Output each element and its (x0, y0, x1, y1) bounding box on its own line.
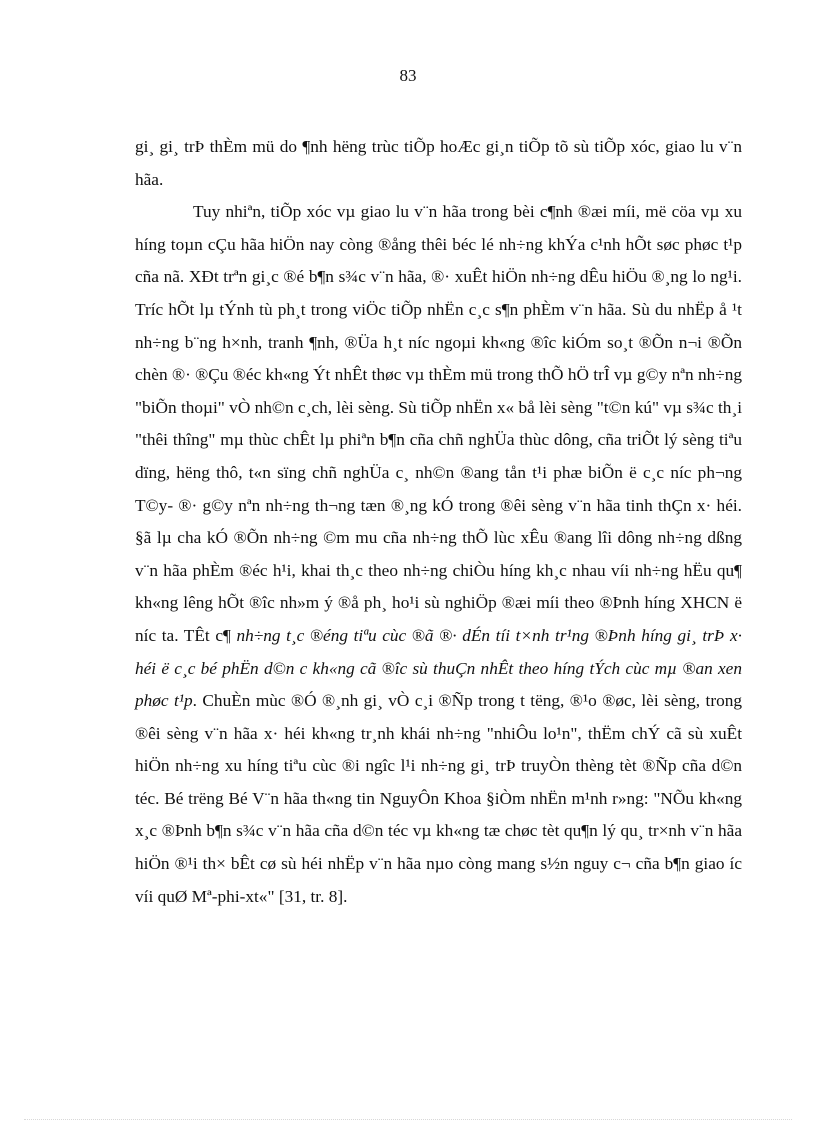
page-bottom-divider (24, 1119, 792, 1120)
body-text (135, 131, 742, 913)
paragraph-text: gi¸ gi¸ trÞ thÈm mü do ¶nh hëng trùc tiÕp hoÆc gi¸n tiÕp tõ sù tiÕp xóc, giao lu v¨n hãa. (135, 137, 742, 189)
paragraph (135, 196, 742, 913)
paragraph-text: . ChuÈn mùc ®Ó ®¸nh gi¸ vÒ c¸i ®Ñp trong t tëng, ®¹o ®øc, lèi sèng, trong ®êi sèng v¨n hãa x· héi kh«ng tr¸nh khái nh÷ng "nhiÔu lo¹n", thËm chÝ cã sù xuÊt hiÖn nh÷ng xu híng tiªu cùc ®i ngîc l¹i nh÷ng gi¸ trÞ truyÒn thèng tèt ®Ñp cña d©n téc. Bé trëng Bé V¨n hãa th«ng tin NguyÔn Khoa §iÒm nhËn m¹nh r»ng: "NÕu kh«ng x¸c ®Þnh b¶n s¾c v¨n hãa cña d©n téc vµ kh«ng tæ chøc tèt qu¶n lý qu¸ tr×nh v¨n hãa hiÖn ®¹i th× bÊt cø sù héi nhËp v¨n hãa nµo còng mang s½n nguy c¬ cña b¶n giao íc víi quØ Mª-phi-xt«" [31, tr. 8]. (135, 691, 742, 906)
page-number: 83 (399, 66, 417, 85)
italic-emphasis-text: nh÷ng t¸c ®éng tiªu cùc ®ã ®· dÉn tíi t×nh tr¹ng ®Þnh híng gi¸ trÞ x· héi ë c¸c bé phËn d©n c kh«ng cã ®îc sù thuÇn nhÊt theo híng tÝch cùc mµ ®an xen phøc t¹p (135, 625, 742, 711)
paragraph-text: Tuy nhiªn, tiÕp xóc vµ giao lu v¨n hãa trong bèi c¶nh ®æi míi, më cöa vµ xu híng toµn cÇu hãa hiÖn nay còng ®ång thêi béc lé nh÷ng khÝa c¹nh hÕt søc phøc t¹p cña nã. XÐt trªn gi¸c ®é b¶n s¾c v¨n hãa, ®· xuÊt hiÖn nh÷ng dÊu hiÖu ®¸ng lo ng¹i. Tríc hÕt lµ tÝnh tù ph¸t trong viÖc tiÕp nhËn c¸c s¶n phÈm v¨n hãa. Sù du nhËp å ¹t nh÷ng b¨ng h×nh, tranh ¶nh, ®Üa h¸t níc ngoµi kh«ng ®îc kiÓm so¸t ®Õn n¬i ®Õn chèn ®· ®Çu ®éc kh«ng Ýt nhÊt thøc vµ thÈm mü trong thÕ hÖ trÎ vµ g©y nªn nh÷ng "biÕn thoµi" vÒ nh©n c¸ch, lèi sèng. Sù tiÕp nhËn x« bå lèi sèng "t©n kú" vµ s¾c th¸i "thêi thîng" mµ thùc chÊt lµ phiªn b¶n cña chñ nghÜa thùc dông, cña triÕt lý sèng tiªu dïng, hëng thô, t«n sïng chñ nghÜa c¸ nh©n ®ang tån t¹i phæ biÕn ë c¸c níc ph¬ng T©y- ®· g©y nªn nh÷ng th¬ng tæn ®¸ng kÓ trong ®êi sèng v¨n hãa tinh thÇn x· héi. §ã lµ cha kÓ ®Õn nh÷ng ©m mu cña nh÷ng thÕ lùc xÊu ®ang lîi dông nh÷ng dßng v¨n hãa phÈm ®éc h¹i, khai th¸c theo nh÷ng chiÒu híng kh¸c nhau víi nh÷ng hËu qu¶ kh«ng lêng hÕt ®îc nh»m ý ®å ph¸ ho¹i sù nghiÖp ®æi míi theo ®Þnh híng XHCN ë níc ta. TÊt c¶ (135, 202, 742, 645)
paragraph (135, 131, 742, 196)
